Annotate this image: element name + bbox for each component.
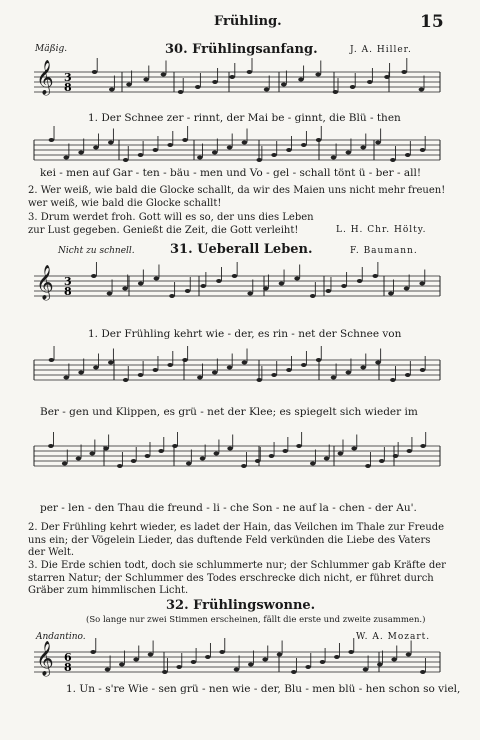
song30-verse-2: 2. Wer weiß, wie bald die Glocke schallt, da wir des Maien uns nicht mehr freuen! wer weiß, wie bald die Glocke schallt! — [28, 185, 446, 209]
song31-tempo: Nicht zu schnell. — [58, 246, 135, 256]
music-staff — [34, 134, 440, 166]
song30-verse-credit: L. H. Chr. Hölty. — [336, 225, 427, 235]
song31-lyric-3: per - len - den Thau die freund - li - che Son - ne auf la - chen - der Au'. — [40, 502, 417, 514]
song30-title: 30. Frühlingsanfang. — [165, 42, 318, 57]
song30-verse-3: 3. Drum werdet froh. Gott will es so, der uns dies Leben zur Lust gegeben. Genießt die Zeit, die Gott verleiht! — [28, 212, 314, 236]
music-staff — [34, 354, 440, 394]
song32-tempo: Andantino. — [36, 632, 86, 642]
music-staff — [34, 641, 440, 686]
svg-text:8: 8 — [64, 661, 72, 674]
music-staff — [34, 440, 440, 480]
song31-verse-2: 2. Der Frühling kehrt wieder, es ladet der Hain, das Veilchen im Thale zur Freude uns ein; der Vögelein Lieder, das duftende Feld verkünden die Liebe des Vaters der Welt. — [28, 522, 445, 558]
song30-tempo: Mäßig. — [35, 44, 68, 54]
song30-lyric-2: kei - men auf Gar - ten - bäu - men und Vo - gel - schall tönt ü - ber - all! — [40, 167, 422, 179]
treble-clef-icon: 𝄞 — [36, 60, 54, 95]
song31-verse-3: 3. Die Erde schien todt, doch sie schlummerte nur; der Schlummer gab Kräfte der starren Natur; der Schlummer des Todes erschrecke dich nicht, er führet durch Gräber zum himmlischen Licht. — [28, 560, 446, 596]
svg-text:3: 3 — [64, 71, 72, 84]
svg-text:6: 6 — [64, 651, 72, 664]
svg-text:8: 8 — [64, 81, 72, 94]
song32-lyric-1: 1. Un - s're Wie - sen grü - nen wie - der, Blu - men blü - hen schon so viel, — [66, 683, 461, 695]
song31-lyric-1: 1. Der Frühling kehrt wie - der, es rin - net der Schnee von — [88, 328, 402, 340]
song31-composer: F. Baumann. — [350, 246, 418, 256]
song30-lyric-1: 1. Der Schnee zer - rinnt, der Mai be - ginnt, die Blü - then — [88, 112, 401, 124]
song31-lyric-2: Ber - gen und Klippen, es grü - net der Klee; es spiegelt sich wieder im — [40, 406, 418, 418]
treble-clef-icon: 𝄞 — [36, 641, 54, 676]
song32-composer: W. A. Mozart. — [356, 632, 431, 642]
song31-title: 31. Ueberall Leben. — [170, 242, 313, 257]
svg-text:3: 3 — [64, 275, 72, 288]
song32-subtitle: (So lange nur zwei Stimmen erscheinen, fällt die erste und zweite zusammen.) — [86, 615, 426, 625]
svg-text:8: 8 — [64, 285, 72, 298]
page-number: 15 — [420, 12, 444, 32]
treble-clef-icon: 𝄞 — [36, 265, 54, 300]
music-staff — [34, 265, 440, 314]
running-title: Frühling. — [214, 14, 282, 29]
music-staff — [34, 66, 440, 110]
song30-composer: J. A. Hiller. — [350, 45, 412, 55]
song32-title: 32. Frühlingswonne. — [166, 598, 316, 613]
